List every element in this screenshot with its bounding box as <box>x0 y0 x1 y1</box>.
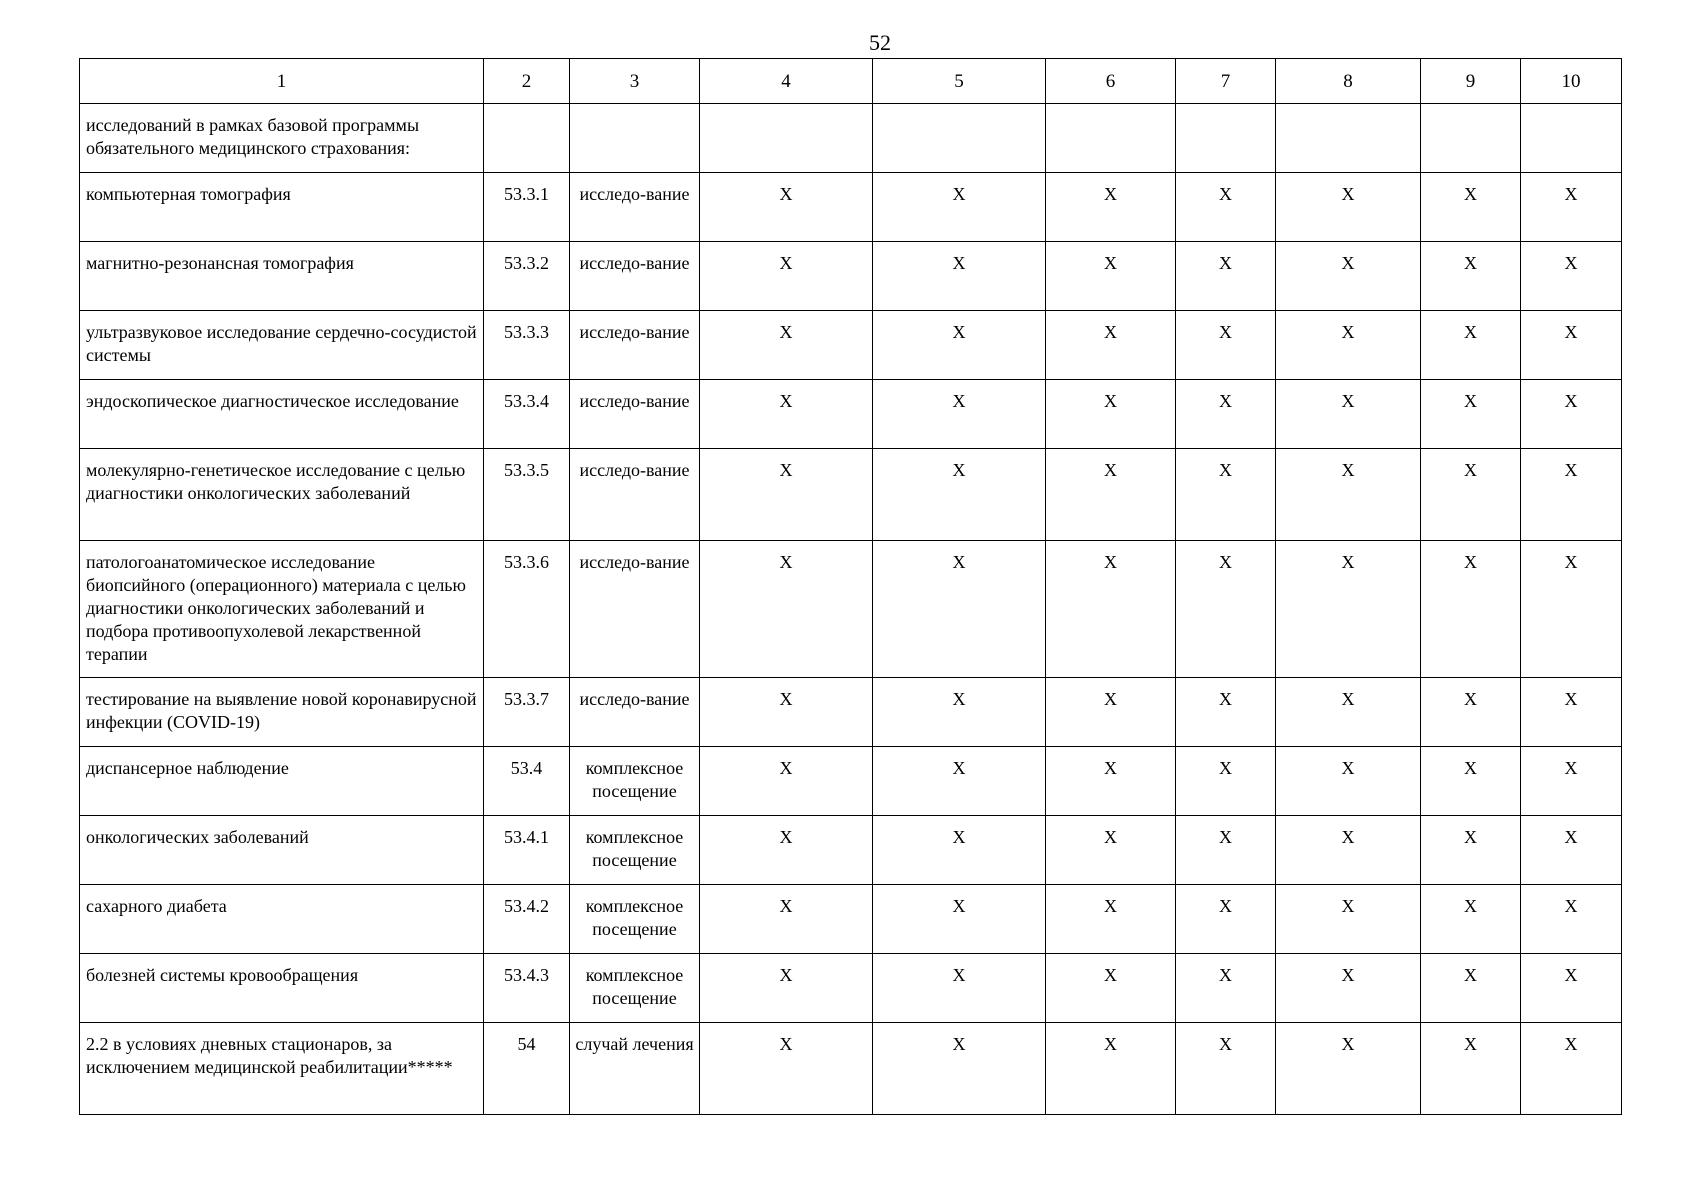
row-cell: X <box>700 678 873 747</box>
row-unit: исследо-вание <box>570 173 700 242</box>
page-number: 52 <box>869 30 891 55</box>
row-code: 53.3.1 <box>484 173 570 242</box>
row-unit: исследо-вание <box>570 380 700 449</box>
row-cell: X <box>700 380 873 449</box>
row-cell: X <box>700 541 873 678</box>
column-header: 4 <box>700 59 873 104</box>
table-row <box>80 242 1622 311</box>
row-cell: X <box>1046 885 1176 954</box>
row-cell: X <box>700 885 873 954</box>
row-cell: X <box>1046 678 1176 747</box>
row-cell: X <box>873 541 1046 678</box>
row-cell: X <box>1276 678 1421 747</box>
row-cell: X <box>700 954 873 1023</box>
row-cell: X <box>1276 816 1421 885</box>
row-cell: X <box>873 678 1046 747</box>
row-cell: X <box>1521 816 1622 885</box>
row-cell: X <box>1176 541 1276 678</box>
table-row <box>80 954 1622 1023</box>
row-cell: X <box>1276 1023 1421 1115</box>
row-description: болезней системы кровообращения <box>80 954 484 1023</box>
row-cell: X <box>1521 1023 1622 1115</box>
column-header: 6 <box>1046 59 1176 104</box>
row-description: онкологических заболеваний <box>80 816 484 885</box>
row-cell: X <box>873 380 1046 449</box>
row-cell: X <box>873 242 1046 311</box>
row-cell: X <box>1176 449 1276 541</box>
row-unit: исследо-вание <box>570 242 700 311</box>
row-cell: X <box>1276 173 1421 242</box>
column-header: 3 <box>570 59 700 104</box>
row-code: 53.3.7 <box>484 678 570 747</box>
table-row <box>80 311 1622 380</box>
row-cell: X <box>1421 678 1521 747</box>
row-unit: комплексное посещение <box>570 885 700 954</box>
row-cell: X <box>1421 449 1521 541</box>
row-code: 53.3.4 <box>484 380 570 449</box>
row-cell: X <box>1276 541 1421 678</box>
column-header: 10 <box>1521 59 1622 104</box>
row-cell: X <box>1046 311 1176 380</box>
row-cell: X <box>873 173 1046 242</box>
row-unit: комплексное посещение <box>570 747 700 816</box>
row-cell: X <box>1176 816 1276 885</box>
row-cell: X <box>1521 449 1622 541</box>
row-cell: X <box>1046 242 1176 311</box>
table-row <box>80 380 1622 449</box>
row-code: 53.3.5 <box>484 449 570 541</box>
row-code <box>484 104 570 173</box>
row-code: 53.3.2 <box>484 242 570 311</box>
row-description: 2.2 в условиях дневных стационаров, за исключением медицинской реабилитации***** <box>80 1023 484 1115</box>
row-description: компьютерная томография <box>80 173 484 242</box>
row-cell <box>1046 104 1176 173</box>
row-cell <box>1276 104 1421 173</box>
row-cell: X <box>1046 1023 1176 1115</box>
row-cell: X <box>1421 541 1521 678</box>
column-header: 9 <box>1421 59 1521 104</box>
row-code: 54 <box>484 1023 570 1115</box>
row-cell: X <box>1421 885 1521 954</box>
row-unit: комплексное посещение <box>570 816 700 885</box>
row-cell: X <box>1046 173 1176 242</box>
row-cell: X <box>1421 242 1521 311</box>
row-cell: X <box>1046 954 1176 1023</box>
row-cell: X <box>1521 380 1622 449</box>
row-code: 53.3.3 <box>484 311 570 380</box>
row-cell: X <box>1176 173 1276 242</box>
row-cell: X <box>700 311 873 380</box>
row-cell: X <box>700 173 873 242</box>
row-cell: X <box>1176 885 1276 954</box>
row-cell: X <box>1521 747 1622 816</box>
row-cell: X <box>1521 885 1622 954</box>
row-cell: X <box>1176 747 1276 816</box>
row-cell: X <box>1421 816 1521 885</box>
row-description: эндоскопическое диагностическое исследование <box>80 380 484 449</box>
row-cell: X <box>873 816 1046 885</box>
row-cell: X <box>1521 541 1622 678</box>
row-cell: X <box>700 747 873 816</box>
row-code: 53.3.6 <box>484 541 570 678</box>
row-cell: X <box>1176 242 1276 311</box>
table-row <box>80 747 1622 816</box>
table-row <box>80 104 1622 173</box>
table-row <box>80 449 1622 541</box>
row-cell: X <box>873 747 1046 816</box>
table-row <box>80 885 1622 954</box>
row-cell <box>1176 104 1276 173</box>
row-cell: X <box>1276 242 1421 311</box>
row-code: 53.4.1 <box>484 816 570 885</box>
table-row <box>80 541 1622 678</box>
row-cell: X <box>700 242 873 311</box>
table-row <box>80 1023 1622 1115</box>
row-unit: исследо-вание <box>570 678 700 747</box>
row-unit: исследо-вание <box>570 541 700 678</box>
header-row <box>80 59 1622 104</box>
row-cell <box>1421 104 1521 173</box>
row-cell: X <box>873 449 1046 541</box>
row-cell <box>873 104 1046 173</box>
column-header: 5 <box>873 59 1046 104</box>
row-cell: X <box>700 816 873 885</box>
data-table <box>79 58 1622 1115</box>
row-cell: X <box>1521 954 1622 1023</box>
row-unit: комплексное посещение <box>570 954 700 1023</box>
row-cell: X <box>1276 747 1421 816</box>
row-unit: случай лечения <box>570 1023 700 1115</box>
row-description: магнитно-резонансная томография <box>80 242 484 311</box>
row-cell: X <box>1276 954 1421 1023</box>
row-cell: X <box>1276 380 1421 449</box>
row-cell: X <box>873 885 1046 954</box>
row-cell: X <box>1046 747 1176 816</box>
row-cell: X <box>1521 678 1622 747</box>
row-cell: X <box>1176 954 1276 1023</box>
row-cell: X <box>1046 816 1176 885</box>
row-unit: исследо-вание <box>570 449 700 541</box>
row-description: патологоанатомическое исследование биопсийного (операционного) материала с целью диагностики онкологических заболеваний и подбора противоопухолевой лекарственной терапии <box>80 541 484 678</box>
row-description: молекулярно-генетическое исследование с целью диагностики онкологических заболеваний <box>80 449 484 541</box>
row-cell: X <box>700 1023 873 1115</box>
table-row <box>80 816 1622 885</box>
row-cell: X <box>1421 1023 1521 1115</box>
table-row <box>80 678 1622 747</box>
row-cell <box>1521 104 1622 173</box>
row-cell: X <box>1176 678 1276 747</box>
row-cell: X <box>873 954 1046 1023</box>
row-cell <box>700 104 873 173</box>
row-cell: X <box>1276 885 1421 954</box>
row-cell: X <box>1176 311 1276 380</box>
row-description: диспансерное наблюдение <box>80 747 484 816</box>
row-cell: X <box>1176 1023 1276 1115</box>
row-cell: X <box>1521 311 1622 380</box>
row-unit: исследо-вание <box>570 311 700 380</box>
row-code: 53.4.2 <box>484 885 570 954</box>
row-code: 53.4 <box>484 747 570 816</box>
column-header: 2 <box>484 59 570 104</box>
row-cell: X <box>1421 173 1521 242</box>
row-cell: X <box>1521 173 1622 242</box>
row-unit <box>570 104 700 173</box>
row-cell: X <box>1046 541 1176 678</box>
row-cell: X <box>700 449 873 541</box>
row-description: ультразвуковое исследование сердечно-сосудистой системы <box>80 311 484 380</box>
row-cell: X <box>1046 449 1176 541</box>
row-description: исследований в рамках базовой программы обязательного медицинского страхования: <box>80 104 484 173</box>
table-row <box>80 173 1622 242</box>
row-cell: X <box>1421 311 1521 380</box>
row-cell: X <box>1421 747 1521 816</box>
column-header: 1 <box>80 59 484 104</box>
row-cell: X <box>873 1023 1046 1115</box>
row-cell: X <box>1276 449 1421 541</box>
row-cell: X <box>1176 380 1276 449</box>
row-cell: X <box>873 311 1046 380</box>
row-cell: X <box>1421 954 1521 1023</box>
column-header: 7 <box>1176 59 1276 104</box>
row-cell: X <box>1276 311 1421 380</box>
row-cell: X <box>1046 380 1176 449</box>
column-header: 8 <box>1276 59 1421 104</box>
row-cell: X <box>1421 380 1521 449</box>
row-description: тестирование на выявление новой коронавирусной инфекции (COVID-19) <box>80 678 484 747</box>
row-code: 53.4.3 <box>484 954 570 1023</box>
row-description: сахарного диабета <box>80 885 484 954</box>
row-cell: X <box>1521 242 1622 311</box>
